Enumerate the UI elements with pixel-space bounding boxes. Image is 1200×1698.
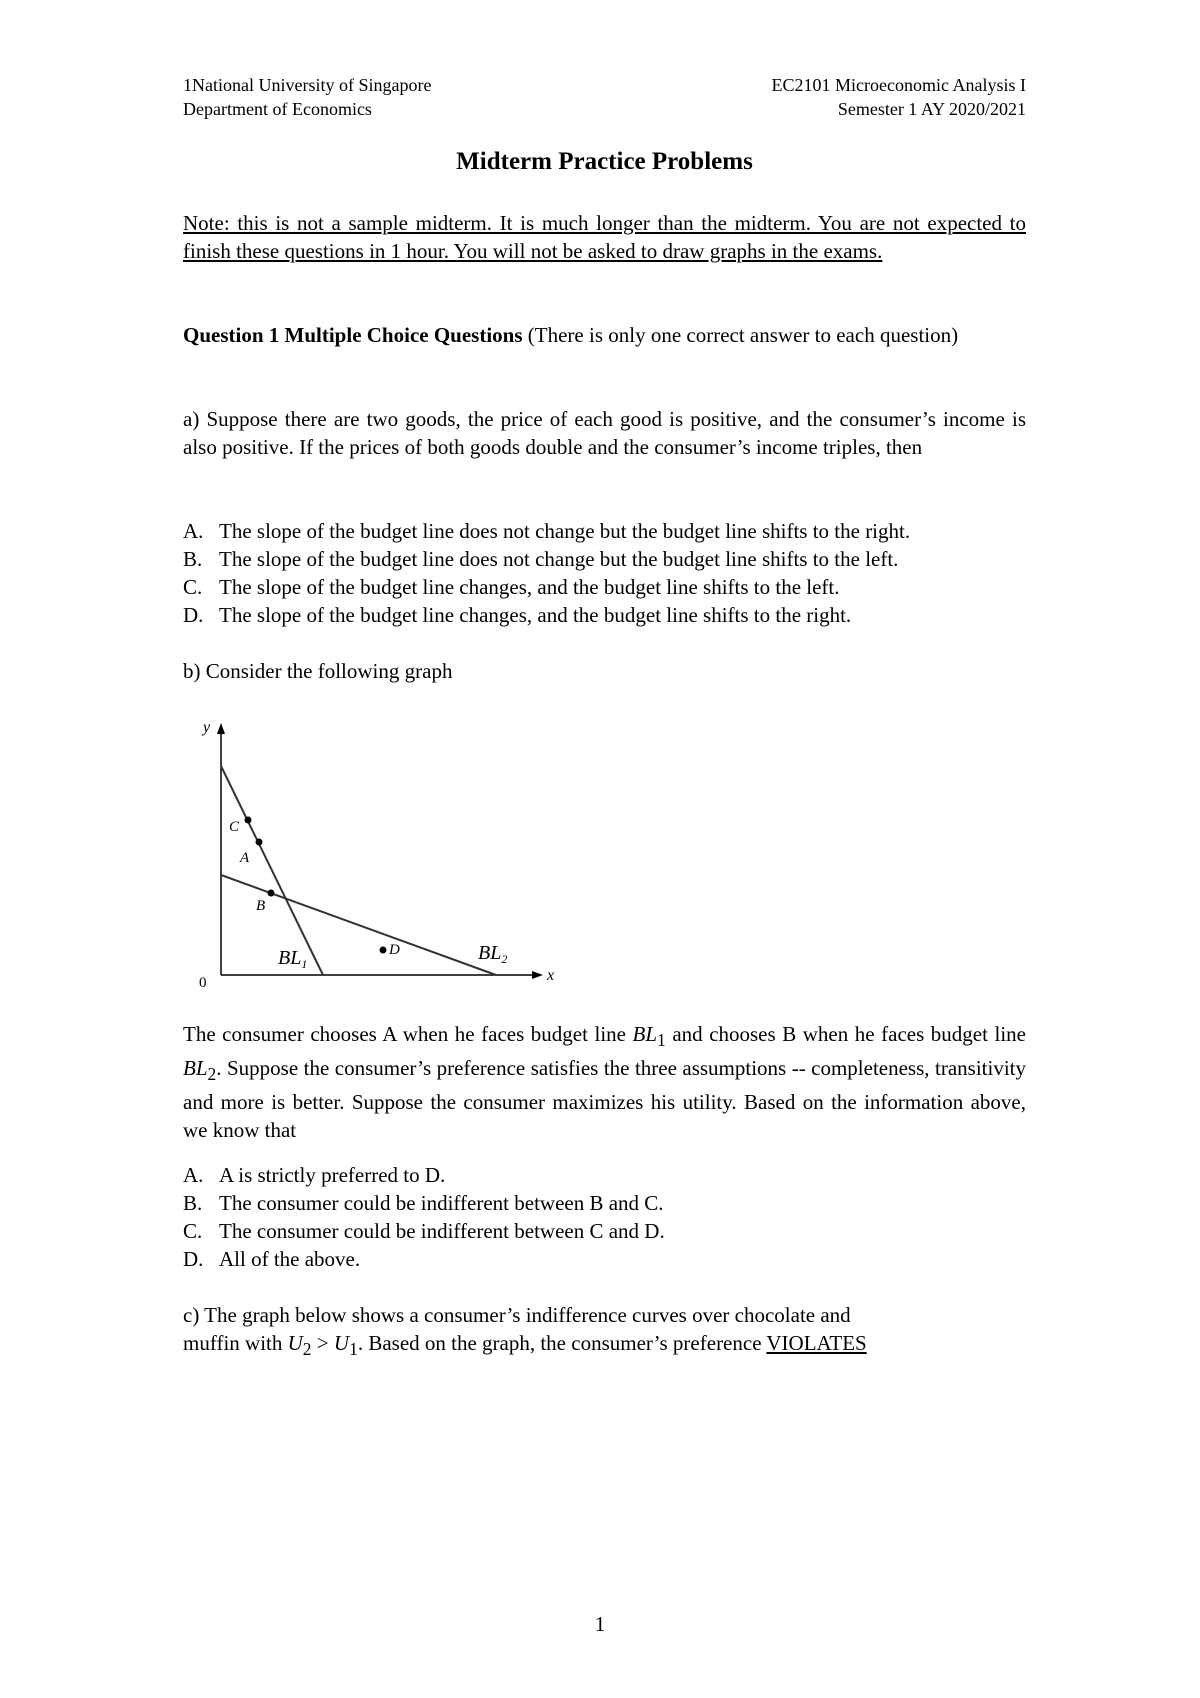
part-c-line-1: c) The graph below shows a consumer’s indifference curves over chocolate and <box>183 1303 851 1327</box>
part-c-prefix: muffin with <box>183 1331 288 1355</box>
budget-line-1 <box>221 766 323 975</box>
bl2-inline-main: BL <box>183 1056 208 1081</box>
x-axis-label: x <box>547 967 555 984</box>
part-c-stem <box>183 1301 1026 1363</box>
header-right <box>772 73 1026 121</box>
part-b-stem <box>183 1020 1026 1144</box>
bl1-label <box>278 947 307 971</box>
bl1-label-sub: 1 <box>301 957 308 971</box>
department-name: Department of Economics <box>183 99 372 119</box>
point-c <box>245 817 252 824</box>
part-a-stem: a) Suppose there are two goods, the price of each good is positive, and the consumer’s income is also positive. If the prices of both goods double and the consumer’s income triples, then <box>183 407 1026 459</box>
option-letter: A. <box>183 519 204 543</box>
option-letter: C. <box>183 1219 203 1243</box>
part-a-option-b <box>183 545 1026 573</box>
point-a-label: A <box>240 850 250 866</box>
option-letter: A. <box>183 1163 204 1187</box>
part-a-option-d <box>183 601 1026 629</box>
note-paragraph: Note: this is not a sample midterm. It is much longer than the midterm. You are not expected to finish these questions in 1 hour. You will not be asked to draw graphs in the exams. <box>183 211 1026 263</box>
option-letter: B. <box>183 1191 203 1215</box>
part-c-line-2 <box>183 1329 1026 1363</box>
part-b-intro: b) Consider the following graph <box>183 659 453 683</box>
origin-label: 0 <box>199 975 207 991</box>
part-b-option-b <box>183 1189 1026 1217</box>
option-text: The consumer could be indifferent between B and C. <box>219 1191 664 1215</box>
part-b-text-3: . Suppose the consumer’s preference satisfies the three assumptions -- completeness, transitivity and more is better. Suppose the consumer maximizes his utility. Based on the information above, we know that <box>183 1056 1026 1143</box>
university-name: 1National University of Singapore <box>183 75 432 95</box>
part-c-suffix: . Based on the graph, the consumer’s preference <box>357 1331 767 1355</box>
point-d <box>380 947 387 954</box>
bl2-label-main: BL <box>478 942 502 964</box>
option-text: A is strictly preferred to D. <box>219 1163 446 1187</box>
bl1-inline-sub: 1 <box>657 1030 666 1051</box>
bl1-label-main: BL <box>278 947 302 969</box>
option-text: The consumer could be indifferent between C and D. <box>219 1219 665 1243</box>
point-b <box>268 890 275 897</box>
part-b-option-d <box>183 1245 1026 1273</box>
part-a-option-c <box>183 573 1026 601</box>
option-letter: D. <box>183 603 204 627</box>
course-name: EC2101 Microeconomic Analysis I <box>771 75 1026 95</box>
option-text: The slope of the budget line changes, and the budget line shifts to the right. <box>219 603 852 627</box>
u2-sub: 2 <box>302 1339 312 1360</box>
y-axis-arrow-icon <box>217 723 225 734</box>
option-text: All of the above. <box>219 1247 361 1271</box>
point-b-label: B <box>256 898 266 914</box>
u1-main: U <box>333 1331 350 1355</box>
header-left <box>183 73 431 121</box>
semester: Semester 1 AY 2020/2021 <box>837 99 1026 119</box>
violates-word: VIOLATES <box>766 1331 867 1355</box>
question-1-heading <box>183 321 1026 349</box>
point-a <box>256 839 263 846</box>
part-b-option-c <box>183 1217 1026 1245</box>
bl2-inline-sub: 2 <box>207 1064 217 1085</box>
bl2-label <box>478 942 507 966</box>
part-b-option-a <box>183 1161 1026 1189</box>
part-a-options <box>183 517 1026 629</box>
y-axis-label: y <box>203 719 211 736</box>
question-1-instruction: (There is only one correct answer to each question) <box>527 323 959 347</box>
option-letter: B. <box>183 547 203 571</box>
option-letter: D. <box>183 1247 204 1271</box>
budget-line-graph <box>183 712 563 992</box>
u1-sub: 1 <box>349 1339 358 1360</box>
y-axis <box>217 723 225 975</box>
greater-than: > <box>311 1331 334 1355</box>
question-1-title: Question 1 Multiple Choice Questions <box>183 323 523 347</box>
part-b-options <box>183 1161 1026 1273</box>
option-text: The slope of the budget line does not change but the budget line shifts to the left. <box>219 547 899 571</box>
option-text: The slope of the budget line changes, and the budget line shifts to the left. <box>219 575 840 599</box>
x-axis-arrow-icon <box>532 971 543 979</box>
point-d-label: D <box>389 942 400 958</box>
bl2-label-sub: 2 <box>501 952 508 966</box>
option-text: The slope of the budget line does not change but the budget line shifts to the right. <box>219 519 911 543</box>
point-c-label: C <box>229 819 240 835</box>
bl1-inline-main: BL <box>632 1022 658 1046</box>
budget-line-2 <box>221 875 496 975</box>
part-b-text-1: The consumer chooses A when he faces budget line <box>183 1022 633 1046</box>
option-letter: C. <box>183 575 203 599</box>
page-title: Midterm Practice Problems <box>456 148 753 175</box>
page-number: 1 <box>594 1612 606 1636</box>
u2-main: U <box>287 1331 303 1355</box>
part-b-text-2: and chooses B when he faces budget line <box>665 1022 1026 1046</box>
part-a-option-a <box>183 517 1026 545</box>
